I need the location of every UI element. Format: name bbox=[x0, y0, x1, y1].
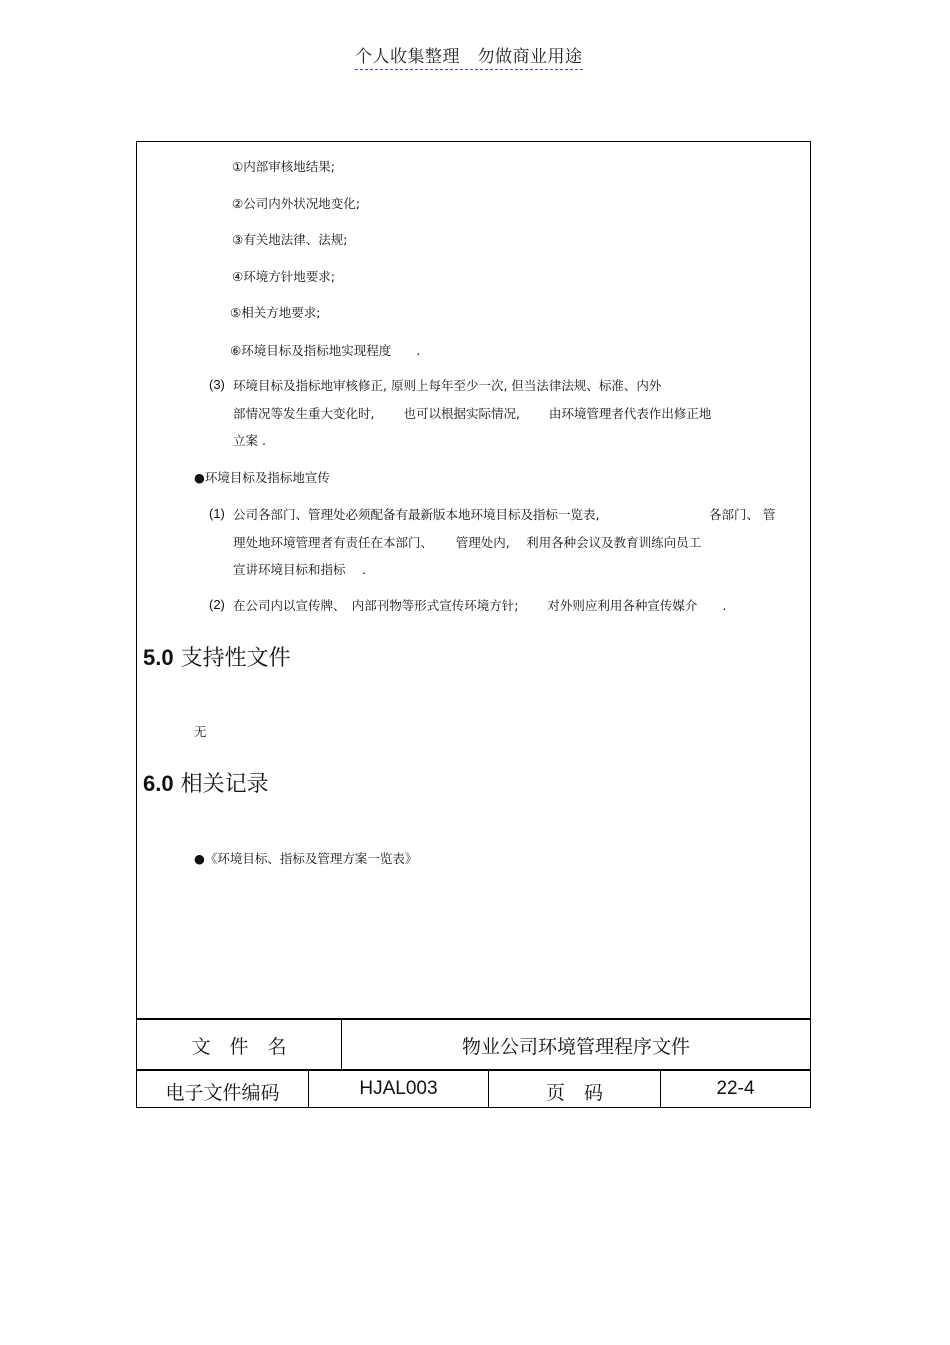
publicity-item1-line2: 理处地环境管理者有责任在本部门、 管理处内, 利用各种会议及教育训练向员工 bbox=[233, 535, 702, 550]
list-item-company-changes: ②公司内外状况地变化; bbox=[232, 196, 360, 211]
document-footer-table bbox=[137, 1018, 810, 1107]
item3-line2: 部情况等发生重大变化时, 也可以根据实际情况, 由环境管理者代表作出修正地 bbox=[233, 406, 712, 421]
section5-heading bbox=[143, 641, 291, 672]
section6-title: 相关记录 bbox=[180, 772, 269, 797]
footer-code-value: HJAL003 bbox=[359, 1078, 438, 1099]
publicity-item1-line1: 公司各部门、管理处必须配备有最新版本地环境目标及指标一览表, bbox=[233, 507, 600, 522]
document-frame bbox=[136, 141, 811, 1108]
section6-content: ●《环境目标、指标及管理方案一览表》 bbox=[194, 851, 418, 866]
item3-line3: 立案 . bbox=[233, 433, 266, 448]
item3-line1: 环境目标及指标地审核修正, 原则上每年至少一次, 但当法律法规、标准、内外 bbox=[233, 378, 662, 393]
footer-page-label: 页 码 bbox=[545, 1082, 603, 1104]
section6-heading bbox=[143, 767, 269, 798]
section5-title: 支持性文件 bbox=[180, 646, 291, 671]
publicity-item2-number: (2) bbox=[209, 597, 225, 612]
publicity-item1-number: (1) bbox=[209, 506, 225, 521]
list-item-achievement: ⑥环境目标及指标地实现程度 . bbox=[230, 343, 421, 358]
section6-number: 6.0 bbox=[143, 771, 174, 796]
list-item-stakeholders: ⑤相关方地要求; bbox=[230, 305, 321, 320]
footer-page-value: 22-4 bbox=[716, 1078, 755, 1099]
footer-code-label: 电子文件编码 bbox=[165, 1082, 280, 1104]
footer-filename-label: 文 件 名 bbox=[191, 1036, 287, 1058]
list-item-laws: ③有关地法律、法规; bbox=[232, 232, 348, 247]
list-item-policy: ④环境方针地要求; bbox=[232, 269, 335, 284]
list-item-internal-audit: ①内部审核地结果; bbox=[232, 159, 335, 174]
publicity-item1-line3: 宣讲环境目标和指标 . bbox=[233, 562, 366, 577]
watermark-header: 个人收集整理 勿做商业用途 bbox=[355, 42, 583, 70]
footer-middle-rule bbox=[137, 1069, 810, 1071]
footer-top-rule bbox=[137, 1018, 810, 1020]
section5-content: 无 bbox=[194, 724, 207, 739]
publicity-item2-line1: 在公司内以宣传牌、 内部刊物等形式宣传环境方针; 对外则应利用各种宣传媒介 . bbox=[233, 598, 727, 613]
publicity-item1-line1b: 各部门、 管 bbox=[709, 507, 776, 522]
section5-number: 5.0 bbox=[143, 645, 174, 670]
item3-number: (3) bbox=[209, 377, 225, 392]
publicity-heading: ●环境目标及指标地宣传 bbox=[194, 470, 330, 485]
footer-filename-value: 物业公司环境管理程序文件 bbox=[461, 1036, 690, 1058]
